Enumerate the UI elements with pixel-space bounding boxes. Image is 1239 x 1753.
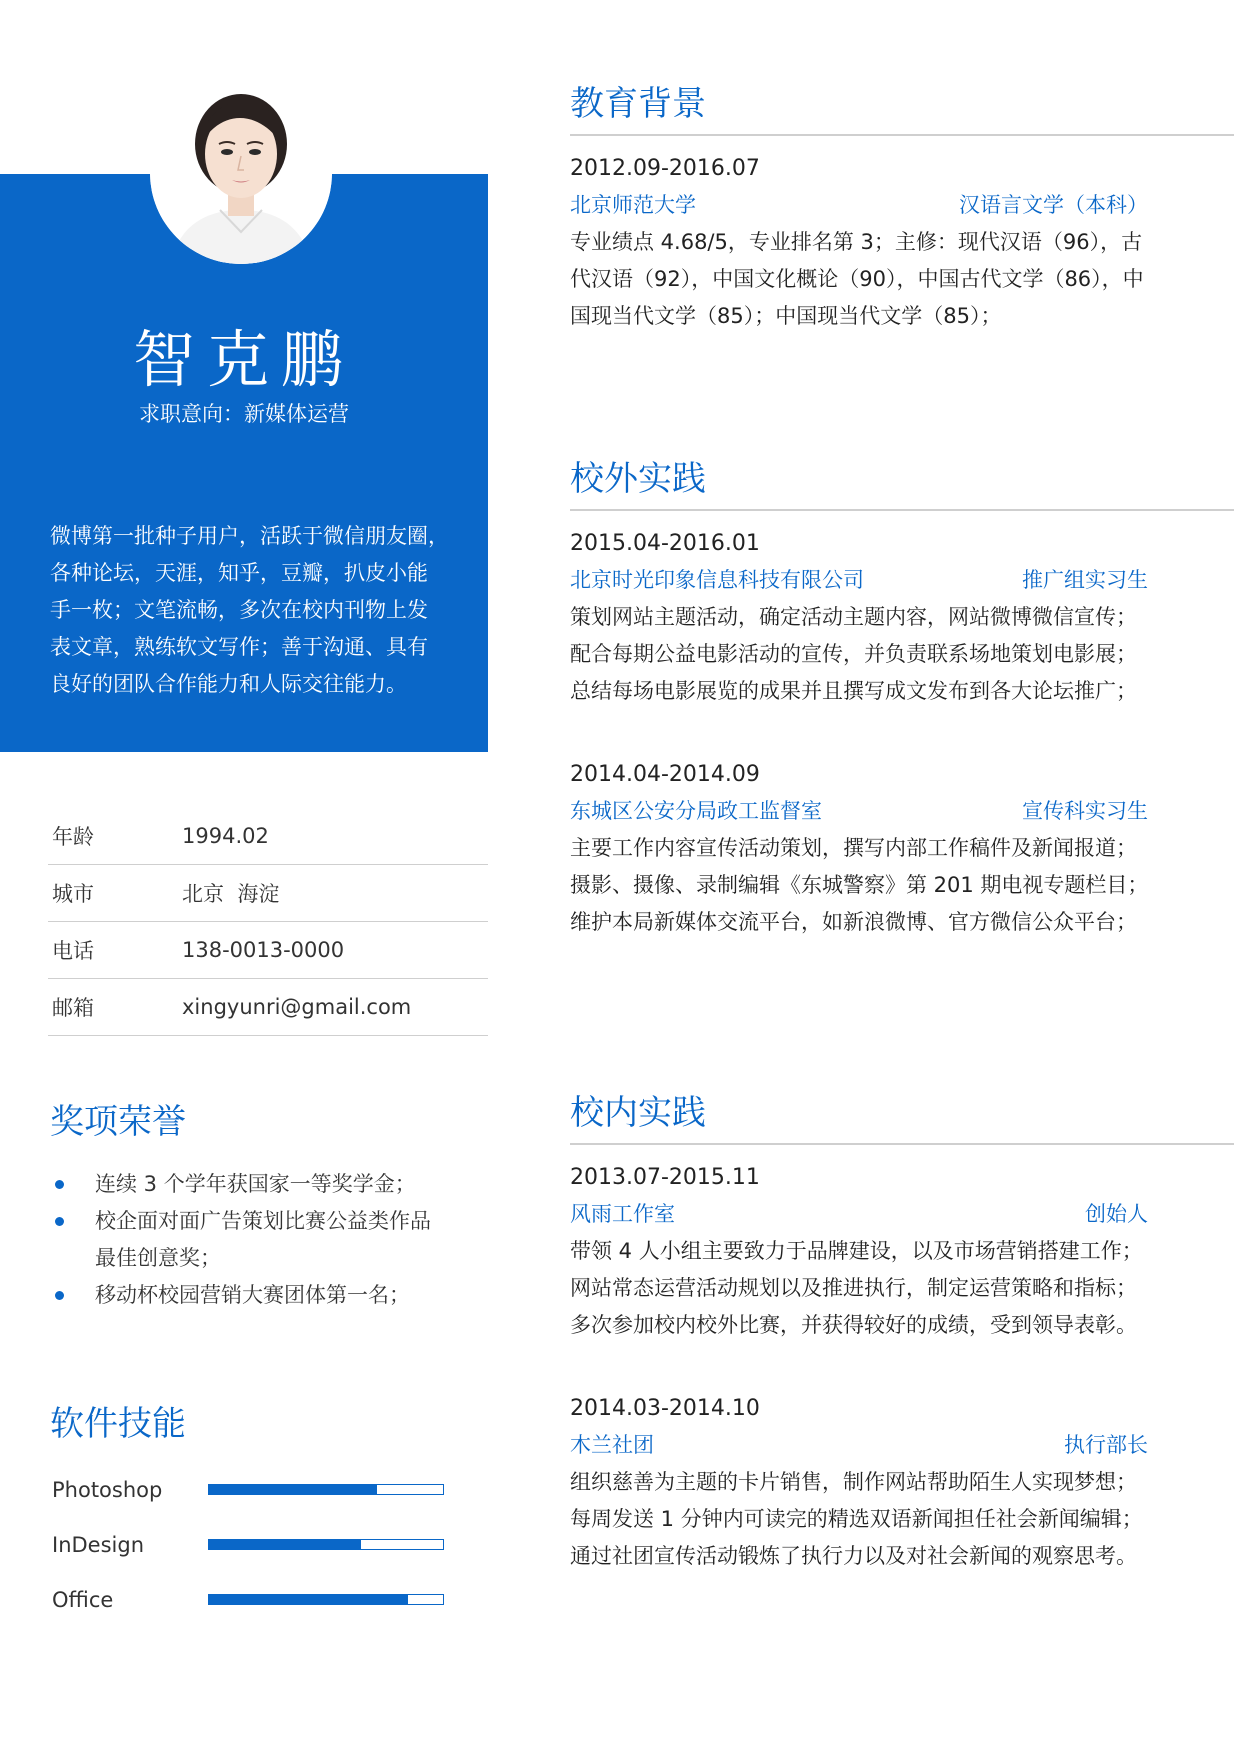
skill-bar-fill xyxy=(209,1540,361,1549)
bio-line: 良好的团队合作能力和人际交往能力。 xyxy=(50,672,407,696)
desc-line: 带领 4 人小组主要致力于品牌建设，以及市场营销搭建工作； xyxy=(570,1238,1143,1263)
entry-organization: 北京时光印象信息科技有限公司 xyxy=(570,567,864,592)
info-label: 邮箱 xyxy=(52,996,94,1020)
info-value: 1994.02 xyxy=(182,824,269,848)
bullet-icon xyxy=(55,1217,64,1226)
skill-name: Photoshop xyxy=(52,1477,163,1502)
info-label: 年龄 xyxy=(52,825,94,849)
desc-line: 策划网站主题活动，确定活动主题内容，网站微博微信宣传； xyxy=(570,604,1137,629)
desc-line: 代汉语（92），中国文化概论（90），中国古代文学（86），中 xyxy=(570,266,1144,291)
entry-description xyxy=(570,599,1170,710)
entry-description xyxy=(570,830,1170,941)
bio-line: 手一枚；文笔流畅，多次在校内刊物上发 xyxy=(50,598,428,622)
section-divider xyxy=(570,1143,1234,1145)
avatar-portrait xyxy=(150,82,332,264)
entry-date: 2014.03-2014.10 xyxy=(570,1395,760,1421)
external-practice-section xyxy=(570,451,1234,941)
practice-entry xyxy=(570,756,1234,941)
education-entry xyxy=(570,150,1234,335)
info-label: 电话 xyxy=(52,939,94,963)
award-text: 移动杯校园营销大赛团体第一名； xyxy=(95,1283,410,1307)
skill-bar xyxy=(208,1539,444,1550)
job-intent-value: 新媒体运营 xyxy=(244,402,349,426)
desc-line: 主要工作内容宣传活动策划，撰写内部工作稿件及新闻报道； xyxy=(570,835,1137,860)
avatar xyxy=(150,82,332,264)
desc-line: 专业绩点 4.68/5，专业排名第 3；主修：现代汉语（96），古 xyxy=(570,229,1143,254)
entry-role: 推广组实习生 xyxy=(1022,567,1148,592)
entry-header xyxy=(570,562,1148,599)
desc-line: 维护本局新媒体交流平台，如新浪微博、官方微信公众平台； xyxy=(570,909,1137,934)
entry-header xyxy=(570,793,1148,830)
info-row-age xyxy=(48,808,488,865)
desc-line: 摄影、摄像、录制编辑《东城警察》第 201 期电视专题栏目； xyxy=(570,872,1149,897)
candidate-name: 智克鹏 xyxy=(132,323,355,396)
entry-date: 2013.07-2015.11 xyxy=(570,1164,760,1190)
desc-line: 组织慈善为主题的卡片销售，制作网站帮助陌生人实现梦想； xyxy=(570,1469,1137,1494)
internal-practice-section xyxy=(570,1085,1234,1575)
desc-line: 通过社团宣传活动锻炼了执行力以及对社会新闻的观察思考。 xyxy=(570,1543,1137,1568)
desc-line: 国现当代文学（85）；中国现当代文学（85）； xyxy=(570,303,1002,328)
award-text: 校企面对面广告策划比赛公益类作品 xyxy=(95,1209,431,1233)
desc-line: 每周发送 1 分钟内可读完的精选双语新闻担任社会新闻编辑； xyxy=(570,1506,1143,1531)
entry-role: 宣传科实习生 xyxy=(1022,798,1148,823)
education-section xyxy=(570,76,1234,335)
desc-line: 总结每场电影展览的成果并且撰写成文发布到各大论坛推广； xyxy=(570,678,1137,703)
entry-description xyxy=(570,1464,1170,1575)
section-divider xyxy=(570,134,1234,136)
skill-row xyxy=(52,1462,452,1517)
practice-entry xyxy=(570,1159,1234,1344)
skills-title: 软件技能 xyxy=(50,1404,186,1444)
bio-line: 表文章，熟练软文写作；善于沟通、具有 xyxy=(50,635,428,659)
desc-line: 配合每期公益电影活动的宣传，并负责联系场地策划电影展； xyxy=(570,641,1137,666)
entry-date: 2015.04-2016.01 xyxy=(570,530,760,556)
skill-bar xyxy=(208,1484,444,1495)
skill-bar-fill xyxy=(209,1595,408,1604)
skill-name: InDesign xyxy=(52,1532,145,1557)
skill-name: Office xyxy=(52,1587,114,1612)
award-text: 最佳创意奖； xyxy=(95,1246,221,1270)
desc-line: 多次参加校内校外比赛，并获得较好的成绩，受到领导表彰。 xyxy=(570,1312,1137,1337)
skill-bar-fill xyxy=(209,1485,377,1494)
job-intent-label: 求职意向： xyxy=(139,402,244,426)
award-item xyxy=(55,1277,475,1314)
entry-date: 2012.09-2016.07 xyxy=(570,155,760,181)
entry-organization: 东城区公安分局政工监督室 xyxy=(570,798,822,823)
job-intent xyxy=(0,398,488,428)
skills-list xyxy=(52,1462,452,1627)
bullet-icon xyxy=(55,1180,64,1189)
info-row-phone xyxy=(48,922,488,979)
section-title: 校外实践 xyxy=(570,459,706,499)
entry-organization: 北京师范大学 xyxy=(570,192,696,217)
entry-role: 创始人 xyxy=(1085,1201,1148,1226)
entry-description xyxy=(570,224,1170,335)
bio-line: 微博第一批种子用户，活跃于微信朋友圈， xyxy=(50,524,449,548)
award-text: 连续 3 个学年获国家一等奖学金； xyxy=(95,1172,416,1196)
awards-title: 奖项荣誉 xyxy=(50,1102,186,1142)
info-row-city xyxy=(48,865,488,922)
section-title: 教育背景 xyxy=(570,84,706,124)
entry-header xyxy=(570,1196,1148,1233)
entry-header xyxy=(570,1427,1148,1464)
skill-row xyxy=(52,1517,452,1572)
self-introduction xyxy=(50,518,450,703)
info-label: 城市 xyxy=(52,882,94,906)
info-value: xingyunri@gmail.com xyxy=(182,995,412,1019)
section-divider xyxy=(570,509,1234,511)
info-value: 138-0013-0000 xyxy=(182,938,345,962)
awards-list xyxy=(55,1166,475,1314)
practice-entry xyxy=(570,1390,1234,1575)
entry-description xyxy=(570,1233,1170,1344)
skill-row xyxy=(52,1572,452,1627)
award-item xyxy=(55,1203,475,1277)
entry-role: 汉语言文学（本科） xyxy=(959,192,1148,217)
entry-header xyxy=(570,187,1148,224)
entry-organization: 木兰社团 xyxy=(570,1432,654,1457)
bullet-icon xyxy=(55,1291,64,1300)
desc-line: 网站常态运营活动规划以及推进执行，制定运营策略和指标； xyxy=(570,1275,1137,1300)
personal-info-table xyxy=(48,808,488,1036)
practice-entry xyxy=(570,525,1234,710)
section-title: 校内实践 xyxy=(570,1093,706,1133)
award-item xyxy=(55,1166,475,1203)
info-row-email xyxy=(48,979,488,1036)
entry-date: 2014.04-2014.09 xyxy=(570,761,760,787)
skill-bar xyxy=(208,1594,444,1605)
entry-role: 执行部长 xyxy=(1064,1432,1148,1457)
entry-organization: 风雨工作室 xyxy=(570,1201,675,1226)
bio-line: 各种论坛，天涯，知乎，豆瓣，扒皮小能 xyxy=(50,561,428,585)
info-value: 北京 海淀 xyxy=(182,882,280,906)
